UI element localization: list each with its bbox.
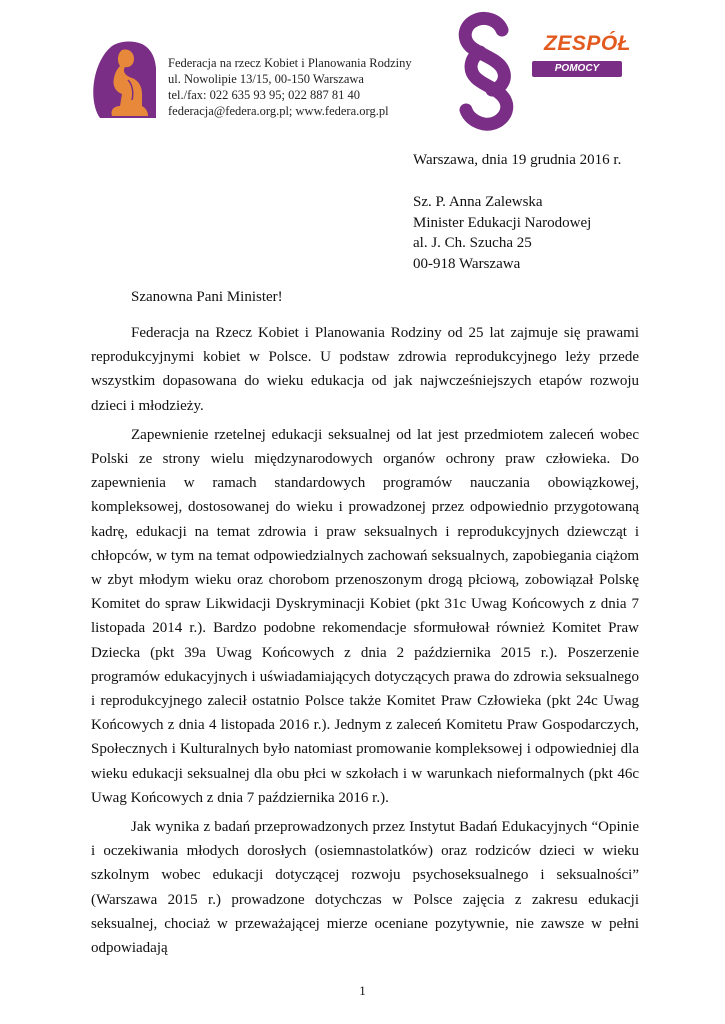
org-line: Federacja na rzecz Kobiet i Planowania Rodziny [168,56,412,70]
recipient-line: al. J. Ch. Szucha 25 [413,235,532,251]
letter-body [91,321,639,965]
recipient-line: Sz. P. Anna Zalewska [413,194,543,210]
page-number: 1 [359,983,366,998]
org-line: ul. Nowolipie 13/15, 00-150 Warszawa [168,72,364,86]
section-sign-icon [440,10,540,132]
recipient-line: 00-918 Warszawa [413,255,521,272]
logo-subtitle: POMOCY PRAWNEJ [532,61,622,77]
recipient-line: Minister Edukacji Narodowej [413,214,592,231]
logo-title: ZESPÓŁ [544,32,632,55]
legal-aid-logo [440,10,630,132]
recipient-address [413,192,591,274]
federation-logo-icon [92,40,158,120]
org-line: federacja@federa.org.pl; www.federa.org.pl [168,104,389,118]
organization-address-block [168,55,412,119]
body-paragraph: Federacja na Rzecz Kobiet i Planowania Rodziny od 25 lat zajmuje się prawami reprodukcyjnymi kobiet w Polsce. U podstaw zdrowia reprodukcyjnego leży przede wszystkim dopasowana do wieku edukacja od jak najwcześniejszych etapów rozwoju dzieci i młodzieży. [91,325,639,414]
body-paragraph: Jak wynika z badań przeprowadzonych przez Instytut Badań Edukacyjnych “Opinie i oczekiwania młodych dorosłych (osiemnastolatków) oraz rodziców dzieci w wieku szkolnym wobec edukacji dotyczącej rozwoju psychoseksualnego i seksualności” (Warszawa 2015 r.) prowadzone dotychczas w Polsce zajęcia z zakresu edukacji seksualnej, chociaż w przeważającej mierze oceniane pozytywnie, nie zawsze w pełni odpowiadają [91,819,639,957]
body-paragraph: Zapewnienie rzetelnej edukacji seksualnej od lat jest przedmiotem zaleceń wobec Polski ze strony wielu międzynarodowych organów ochrony praw człowieka. Do zapewnienia w ramach standardowych programów nauczania obowiązkowej, kompleksowej, dostosowanej do wieku i prowadzonej przez odpowiednio przygotowaną kadrę, edukacji na temat zdrowia i praw seksualnych i reprodukcyjnych dziewcząt i chłopców, w tym na temat odpowiedzialnych zachowań seksualnych, zapobiegania ciążom w zbyt młodym wieku oraz chorobom przenoszonym drogą płciową, zobowiązał Polskę Komitet do spraw Likwidacji Dyskryminacji Kobiet (pkt 31c Uwag Końcowych z dnia 7 listopada 2014 r.). Bardzo podobne rekomendacje sformułował również Komitet Praw Dziecka (pkt 39a Uwag Końcowych z dnia 2 października 2015 r.). Poszerzenie programów edukacyjnych i uświadamiających dotyczących prawa do zdrowia seksualnego i reprodukcyjnego zalecił ostatnio Polsce także Komitet Praw Człowieka (pkt 24c Uwag Końcowych z dnia 4 listopada 2016 r.). Jednym z zaleceń Komitetu Praw Gospodarczych, Społecznych i Kulturalnych było natomiast promowanie kompleksowej i odpowiedniej dla wieku edukacji seksualnej dla obu płci w szkołach i w warunkach nieformalnych (pkt 46c Uwag Końcowych z dnia 7 października 2016 r.). [91,426,639,806]
org-line: tel./fax: 022 635 93 95; 022 887 81 40 [168,88,360,102]
letter-date: Warszawa, dnia 19 grudnia 2016 r. [413,152,622,168]
salutation: Szanowna Pani Minister! [131,289,283,305]
